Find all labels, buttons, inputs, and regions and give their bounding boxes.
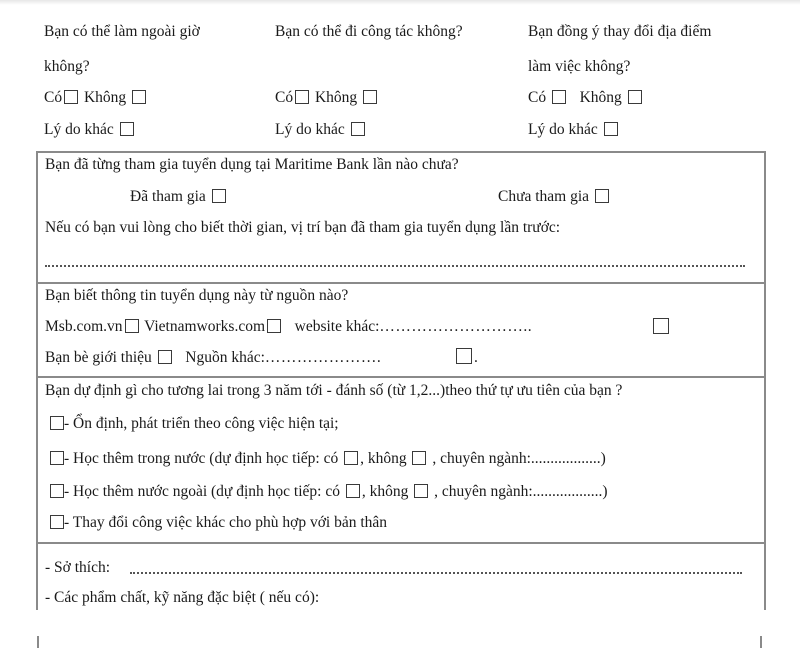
participated-option bbox=[130, 187, 228, 207]
friends-label: Bạn bè giới thiệu bbox=[45, 349, 152, 366]
yes-no-row bbox=[275, 88, 379, 108]
other-reason-row bbox=[44, 120, 136, 140]
plan-option-text: - Học thêm nước ngoài (dự định học tiếp: có bbox=[64, 483, 340, 500]
participated-label: Đã tham gia bbox=[130, 188, 206, 205]
question-text-cont: không? bbox=[44, 58, 90, 75]
no-checkbox[interactable] bbox=[628, 90, 642, 104]
yes-label: Có bbox=[44, 89, 63, 106]
yes-no-row bbox=[44, 88, 148, 108]
source-row-2 bbox=[45, 348, 381, 368]
friends-checkbox[interactable] bbox=[158, 350, 172, 364]
other-reason-checkbox[interactable] bbox=[351, 122, 365, 136]
hobbies-answer-line[interactable] bbox=[130, 572, 742, 574]
no-checkbox[interactable] bbox=[132, 90, 146, 104]
other-source-label: Nguồn khác: bbox=[185, 349, 265, 366]
vietnamworks-label: Vietnamworks.com bbox=[144, 318, 265, 335]
not-participated-checkbox[interactable] bbox=[595, 189, 609, 203]
other-source-checkbox-wrap bbox=[454, 348, 478, 368]
previous-recruitment-answer-line[interactable] bbox=[45, 265, 745, 267]
plan-option-stable bbox=[50, 414, 339, 434]
vietnamworks-checkbox[interactable] bbox=[267, 319, 281, 333]
other-reason-label: Lý do khác bbox=[44, 121, 114, 138]
no-checkbox[interactable] bbox=[363, 90, 377, 104]
yes-label: Có bbox=[528, 89, 547, 106]
recruitment-question: Bạn đã từng tham gia tuyển dụng tại Maritime Bank lần nào chưa? bbox=[45, 156, 459, 173]
yes-checkbox[interactable] bbox=[295, 90, 309, 104]
future-plans-question: Bạn dự định gì cho tương lai trong 3 năm tới - đánh số (từ 1,2...)theo thứ tự ưu tiên của bạn ? bbox=[45, 382, 623, 399]
continue-study-yes-checkbox[interactable] bbox=[346, 484, 360, 498]
question-text: Bạn có thể đi công tác không? bbox=[275, 23, 463, 40]
major-field[interactable]: , chuyên ngành:..................) bbox=[432, 450, 606, 467]
participated-checkbox[interactable] bbox=[212, 189, 226, 203]
yes-no-row bbox=[528, 88, 644, 108]
continue-study-yes-checkbox[interactable] bbox=[344, 451, 358, 465]
plan-option-change-job bbox=[50, 513, 387, 533]
other-source-checkbox[interactable] bbox=[456, 348, 472, 364]
no-label: Không bbox=[579, 89, 622, 106]
plan-option-text: - Ổn định, phát triển theo công việc hiện tại; bbox=[64, 415, 339, 432]
yes-checkbox[interactable] bbox=[552, 90, 566, 104]
other-reason-row bbox=[275, 120, 367, 140]
other-reason-checkbox[interactable] bbox=[604, 122, 618, 136]
plan-rank-box[interactable] bbox=[50, 416, 64, 430]
other-website-field[interactable]: ……………………….. bbox=[379, 318, 533, 335]
question-text: Bạn có thể làm ngoài giờ bbox=[44, 23, 200, 40]
major-field[interactable]: , chuyên ngành:..................) bbox=[434, 483, 608, 500]
continue-study-no-checkbox[interactable] bbox=[414, 484, 428, 498]
yes-checkbox[interactable] bbox=[64, 90, 78, 104]
other-reason-label: Lý do khác bbox=[275, 121, 345, 138]
plan-option-study-domestic bbox=[50, 449, 606, 469]
other-reason-label: Lý do khác bbox=[528, 121, 598, 138]
no-label: Không bbox=[314, 89, 358, 106]
question-text: Bạn đồng ý thay đổi địa điểm bbox=[528, 23, 712, 40]
other-website-label: website khác: bbox=[294, 318, 380, 335]
other-source-field[interactable]: …………………. bbox=[264, 349, 382, 366]
no-label: , không bbox=[360, 450, 407, 467]
msb-label: Msb.com.vn bbox=[45, 318, 123, 335]
skills-label: - Các phẩm chất, kỹ năng đặc biệt ( nếu có): bbox=[45, 589, 320, 606]
previous-recruitment-prompt: Nếu có bạn vui lòng cho biết thời gian, vị trí bạn đã tham gia tuyển dụng lần trước: bbox=[45, 219, 561, 236]
page-top-shadow bbox=[0, 0, 800, 5]
no-label: Không bbox=[83, 89, 127, 106]
trailing-period: . bbox=[474, 349, 478, 366]
section-divider bbox=[36, 542, 766, 544]
next-page-right-border bbox=[760, 636, 762, 648]
not-participated-label: Chưa tham gia bbox=[498, 188, 590, 205]
yes-label: Có bbox=[275, 89, 294, 106]
plan-rank-box[interactable] bbox=[50, 515, 64, 529]
plan-option-text: - Học thêm trong nước (dự định học tiếp: có bbox=[64, 450, 339, 467]
msb-checkbox[interactable] bbox=[125, 319, 139, 333]
other-reason-checkbox[interactable] bbox=[120, 122, 134, 136]
other-reason-row bbox=[528, 120, 620, 140]
question-text-cont: làm việc không? bbox=[528, 58, 631, 75]
table-top-border bbox=[36, 151, 766, 153]
source-question: Bạn biết thông tin tuyển dụng này từ nguồn nào? bbox=[45, 287, 349, 304]
source-row-1 bbox=[45, 317, 532, 337]
section-divider bbox=[36, 282, 766, 284]
continue-study-no-checkbox[interactable] bbox=[412, 451, 426, 465]
plan-option-text: - Thay đổi công việc khác cho phù hợp với bản thân bbox=[64, 514, 388, 531]
other-website-checkbox[interactable] bbox=[653, 318, 669, 334]
not-participated-option bbox=[498, 187, 611, 207]
section-divider bbox=[36, 376, 766, 378]
next-page-left-border bbox=[37, 636, 39, 648]
plan-rank-box[interactable] bbox=[50, 484, 64, 498]
hobbies-label: - Sở thích: bbox=[45, 559, 111, 576]
plan-option-study-abroad bbox=[50, 482, 608, 502]
no-label: , không bbox=[361, 483, 409, 500]
plan-rank-box[interactable] bbox=[50, 451, 64, 465]
